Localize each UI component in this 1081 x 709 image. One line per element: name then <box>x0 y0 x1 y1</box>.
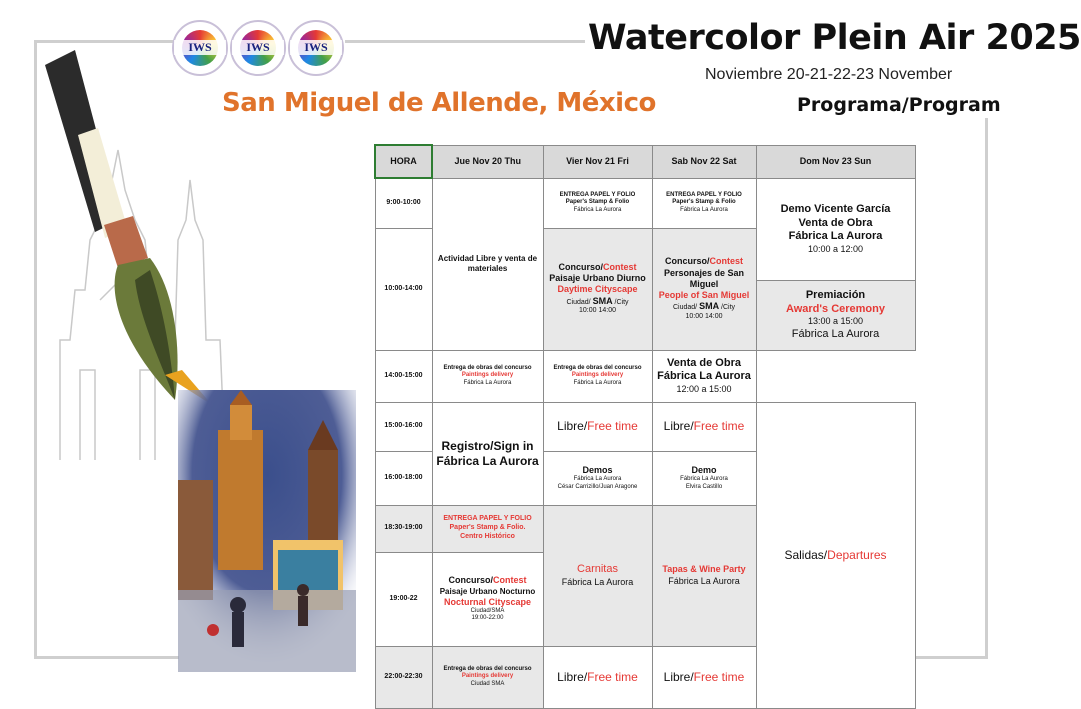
event-dates: Noviembre 20-21-22-23 November <box>705 66 953 83</box>
schedule-table <box>374 144 916 709</box>
fri-contest-cell: Concurso/Contest Paisaje Urbano Diurno Daytime Cityscape Ciudad/ SMA /City 10:00 14:00 <box>543 228 652 350</box>
time-cell: 9:00-10:00 <box>375 178 432 228</box>
iws-logo: IWS <box>172 20 228 76</box>
street-painting-image <box>178 390 356 672</box>
sat-tapas-party-cell: Tapas & Wine Party Fábrica La Aurora <box>652 505 756 646</box>
time-cell: 19:00-22 <box>375 552 432 646</box>
fri-paper-stamp-cell: ENTREGA PAPEL Y FOLIO Paper's Stamp & Folio Fábrica La Aurora <box>543 178 652 228</box>
sat-paper-stamp-cell: ENTREGA PAPEL Y FOLIO Paper's Stamp & Folio Fábrica La Aurora <box>652 178 756 228</box>
sun-award-ceremony-cell: Premiación Award's Ceremony 13:00 a 15:00 Fábrica La Aurora <box>756 280 915 350</box>
time-cell: 14:00-15:00 <box>375 350 432 402</box>
thu-night-contest-cell: Concurso/Contest Paisaje Urbano Nocturno Nocturnal Cityscape Ciudad/SMA 19:00-22:00 <box>432 552 543 646</box>
page-title: Watercolor Plein Air 2025 <box>588 18 1081 58</box>
column-header-sat: Sab Nov 22 Sat <box>652 145 756 178</box>
sun-departures-cell: Salidas/Departures <box>756 402 915 708</box>
time-cell: 10:00-14:00 <box>375 228 432 350</box>
program-heading: Programa/Program <box>797 94 1001 116</box>
sun-sale-cell: Venta de Obra Fábrica La Aurora 12:00 a 15:00 <box>652 350 756 402</box>
sat-contest-cell: Concurso/Contest Personajes de San Miguel People of San Miguel Ciudad/ SMA /City 10:00 14:00 <box>652 228 756 350</box>
time-cell: 18:30-19:00 <box>375 505 432 552</box>
fri-demos-cell: Demos Fábrica La Aurora César Carrizillo/Juan Aragone <box>543 451 652 505</box>
table-header-row <box>375 145 915 178</box>
time-cell: 16:00-18:00 <box>375 451 432 505</box>
column-header-thu: Jue Nov 20 Thu <box>432 145 543 178</box>
brush-icon <box>45 50 212 405</box>
column-header-sun: Dom Nov 23 Sun <box>756 145 915 178</box>
fri-carnitas-cell: Carnitas Fábrica La Aurora <box>543 505 652 646</box>
iws-logo: IWS <box>230 20 286 76</box>
fri-delivery-cell: Entrega de obras del concurso Paintings delivery Fábrica La Aurora <box>432 350 543 402</box>
table-row <box>375 178 915 228</box>
sat-demo-cell: Demo Fábrica La Aurora Elvira Castillo <box>652 451 756 505</box>
city-heading: San Miguel de Allende, México <box>222 88 656 118</box>
sat-delivery-cell: Entrega de obras del concurso Paintings delivery Fábrica La Aurora <box>543 350 652 402</box>
sat-free-time-late-cell: Libre/Free time <box>652 646 756 708</box>
table-row <box>375 350 915 402</box>
thu-delivery-cell: Entrega de obras del concurso Paintings delivery Ciudad SMA <box>432 646 543 708</box>
sat-free-time-cell: Libre/Free time <box>652 402 756 451</box>
frame-bottom-right-line <box>915 656 988 659</box>
frame-right-line <box>985 118 988 658</box>
time-cell: 22:00-22:30 <box>375 646 432 708</box>
column-header-hora: HORA <box>375 145 432 178</box>
thu-registration-cell: Registro/Sign in Fábrica La Aurora <box>432 402 543 505</box>
iws-logo: IWS <box>288 20 344 76</box>
time-cell: 15:00-16:00 <box>375 402 432 451</box>
thu-free-activity-cell: Actividad Libre y venta de materiales <box>432 178 543 350</box>
frame-top-right-line <box>345 40 585 43</box>
frame-bottom-left-line <box>34 656 179 659</box>
table-row <box>375 402 915 451</box>
fri-free-time-late-cell: Libre/Free time <box>543 646 652 708</box>
sun-demo-cell: Demo Vicente García Venta de Obra Fábrica La Aurora 10:00 a 12:00 <box>756 178 915 280</box>
column-header-fri: Vier Nov 21 Fri <box>543 145 652 178</box>
fri-free-time-cell: Libre/Free time <box>543 402 652 451</box>
thu-paper-stamp-cell: ENTREGA PAPEL Y FOLIO Paper's Stamp & Folio. Centro Histórico <box>432 505 543 552</box>
